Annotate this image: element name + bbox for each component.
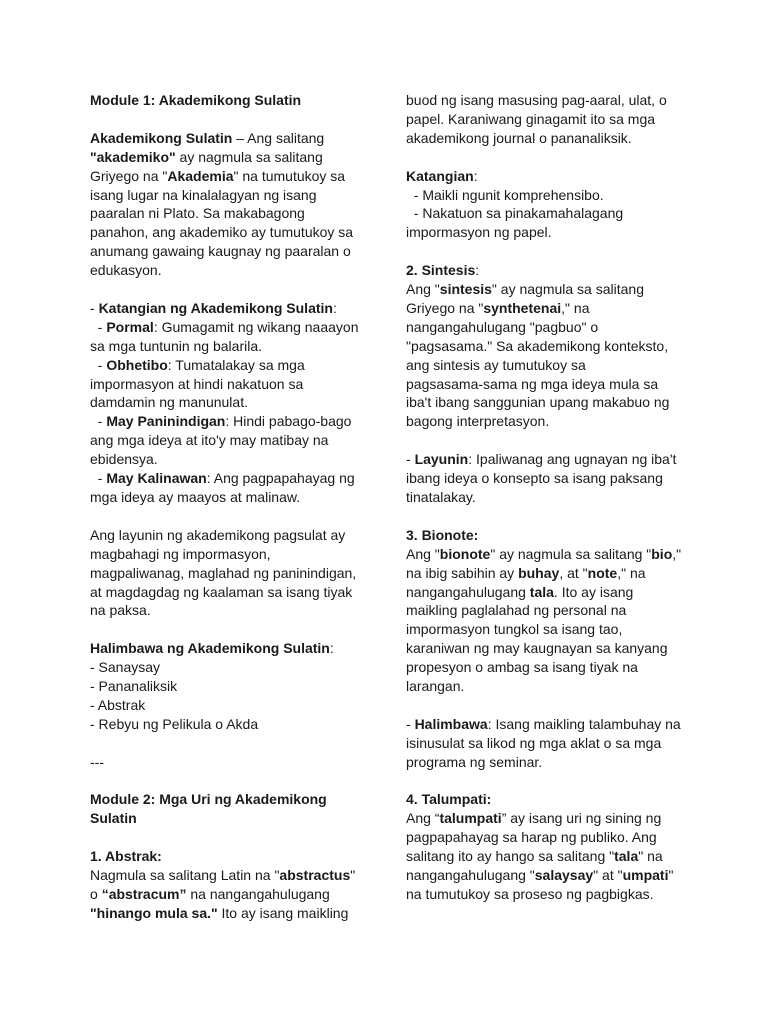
text-segment: , at " (559, 564, 588, 581)
text-segment: impormasyon at hindi nakatuon sa (90, 375, 304, 392)
text-line (406, 620, 706, 639)
text-line (406, 828, 706, 847)
text-segment: --- (90, 753, 104, 770)
bold-text: Module 2: Mga Uri ng Akademikong (90, 791, 327, 808)
text-segment: ," (672, 545, 682, 562)
text-line (90, 431, 380, 450)
text-segment: anumang gawaing kaugnay ng paaralan o (90, 243, 351, 260)
text-segment: ," na (617, 564, 646, 581)
text-segment: nangangahulugang (406, 583, 530, 600)
text-segment: panahon, ang akademiko ay tumutukoy sa (90, 224, 354, 241)
paragraph-gap (406, 696, 706, 715)
text-line (406, 677, 706, 696)
text-line (90, 564, 380, 583)
text-line (406, 318, 706, 337)
text-line (406, 545, 706, 564)
text-line (90, 715, 380, 734)
text-segment: Ito ay isang maikling (217, 904, 349, 921)
bold-text: Pormal (106, 318, 154, 335)
text-line (90, 639, 380, 658)
text-line (90, 847, 380, 866)
text-line (90, 658, 380, 677)
bold-text: 2. Sintesis (406, 262, 476, 279)
text-segment: : Ipaliwanag ang ugnayan ng iba't (468, 451, 677, 468)
text-segment: - Maikli ngunit komprehensibo. (406, 186, 604, 203)
text-line (90, 337, 380, 356)
bold-text: Halimbawa ng Akademikong Sulatin (90, 640, 330, 657)
paragraph-gap (90, 828, 380, 847)
text-segment: - Abstrak (90, 696, 146, 713)
text-line (90, 299, 380, 318)
text-line (406, 186, 706, 205)
text-line (406, 526, 706, 545)
text-segment: nangangahulugang " (406, 867, 535, 884)
text-segment: papel. Karaniwang ginagamit ito sa mga (406, 110, 656, 127)
text-segment: bagong interpretasyon. (406, 413, 550, 430)
text-segment: salitang ito ay hango sa salitang " (406, 848, 615, 865)
text-line (90, 583, 380, 602)
text-segment: damdamin ng manunulat. (90, 394, 248, 411)
paragraph-gap (406, 242, 706, 261)
text-segment: - (406, 451, 415, 468)
text-line (406, 790, 706, 809)
bold-text: tala (614, 848, 639, 865)
bold-text: May Kalinawan (106, 470, 207, 487)
text-segment: ay nagmula sa salitang (175, 148, 323, 165)
text-line (90, 204, 380, 223)
bold-text: abstractus (279, 867, 351, 884)
bold-text: 1. Abstrak: (90, 848, 162, 865)
text-line (406, 91, 706, 110)
text-segment: Ang " (406, 545, 440, 562)
text-segment: isinusulat sa likod ng mga aklat o sa mga (406, 734, 662, 751)
bold-text: 3. Bionote: (406, 526, 479, 543)
bold-text: Halimbawa (414, 715, 488, 732)
text-line (90, 375, 380, 394)
bold-text: Layunin (414, 451, 469, 468)
text-line (90, 393, 380, 412)
text-segment: : Hindi pabago-bago (225, 413, 352, 430)
text-segment: : (329, 640, 334, 657)
text-segment: magbahagi ng impormasyon, (90, 545, 271, 562)
text-line (90, 148, 380, 167)
text-segment: na ibig sabihin ay (406, 564, 519, 581)
text-segment: " na tumutukoy sa (233, 167, 346, 184)
bold-text: synthetenai (483, 299, 562, 316)
text-segment: - (90, 318, 107, 335)
text-line (90, 601, 380, 620)
paragraph-gap (406, 431, 706, 450)
text-segment: ang mga ideya at ito'y may matibay na (90, 432, 329, 449)
text-segment: buod ng isang masusing pag-aaral, ulat, o (406, 92, 667, 108)
text-line (406, 753, 706, 772)
text-segment: : (475, 262, 480, 279)
bold-text: May Paninindigan (106, 413, 226, 430)
text-segment: akademikong journal o pananaliksik. (406, 129, 632, 146)
text-segment: sa mga tuntunin ng balarila. (90, 337, 262, 354)
text-line (406, 167, 706, 186)
text-segment: na nangangahulugang (186, 885, 330, 902)
bold-text: 4. Talumpati: (406, 791, 492, 808)
text-segment: - (90, 356, 107, 373)
text-line (90, 223, 380, 242)
bold-text: Katangian (406, 167, 474, 184)
paragraph-gap (406, 148, 706, 167)
text-segment: magpaliwanag, maglahad ng paninindigan, (90, 564, 357, 581)
text-segment: iba't ibang sanggunian upang makabuo ng (406, 394, 670, 411)
text-line (90, 412, 380, 431)
paragraph-gap (90, 772, 380, 791)
text-line (406, 280, 706, 299)
text-segment: " ay nagmula sa salitang (491, 281, 644, 298)
text-line (406, 866, 706, 885)
bold-text: "hinango mula sa." (90, 904, 218, 921)
text-segment: " at " (593, 867, 623, 884)
paragraph-gap (406, 507, 706, 526)
text-line (90, 450, 380, 469)
text-line (406, 299, 706, 318)
text-line (90, 167, 380, 186)
text-segment: impormasyon tungkol sa isang tao, (406, 621, 623, 638)
bold-text: Module 1: Akademikong Sulatin (90, 92, 302, 108)
bold-text: bionote (439, 545, 491, 562)
text-segment: . Ito ay isang (553, 583, 634, 600)
bold-text: tala (529, 583, 554, 600)
text-segment: nangangahulugang "pagbuo" o (406, 318, 599, 335)
bold-text: Katangian ng Akademikong Sulatin (98, 299, 333, 316)
text-segment: - (90, 413, 107, 430)
text-segment: - (90, 299, 99, 316)
paragraph-gap (406, 772, 706, 791)
text-line (90, 186, 380, 205)
text-line (406, 734, 706, 753)
text-line (406, 583, 706, 602)
text-segment: Griyego na " (90, 167, 168, 184)
text-line (406, 885, 706, 904)
bold-text: buhay (518, 564, 560, 581)
text-segment: - Nakatuon sa pinakamahalagang (406, 205, 624, 222)
text-line (406, 564, 706, 583)
text-segment: "pagsasama." Sa akademikong konteksto, (406, 337, 669, 354)
text-segment: Ang layunin ng akademikong pagsulat ay (90, 526, 346, 543)
text-segment: propesyon o ambag sa isang tiyak na (406, 659, 638, 676)
text-segment: " (350, 867, 356, 884)
text-segment: at magdagdag ng kaalaman sa isang tiyak (90, 583, 353, 600)
paragraph-gap (90, 110, 380, 129)
text-line (406, 337, 706, 356)
text-segment: - (406, 715, 415, 732)
text-segment: isang lugar na kinalalagyan ng isang (90, 186, 317, 203)
text-line (406, 393, 706, 412)
text-segment: : Ang pagpapahayag ng (206, 470, 355, 487)
text-line (406, 412, 706, 431)
text-segment: - Sanaysay (90, 659, 161, 676)
text-line (406, 129, 706, 148)
text-segment: : Tumatalakay sa mga (167, 356, 305, 373)
bold-text: "akademiko" (90, 148, 176, 165)
bold-text: talumpati (439, 810, 502, 827)
paragraph-gap (90, 507, 380, 526)
text-segment: Ang " (406, 281, 440, 298)
text-line (406, 261, 706, 280)
text-segment: - (90, 470, 107, 487)
right-column (406, 91, 706, 904)
text-segment: impormasyon ng papel. (406, 224, 552, 241)
text-line (90, 488, 380, 507)
text-segment: ebidensya. (90, 451, 158, 468)
text-line (406, 375, 706, 394)
bold-text: bio (651, 545, 673, 562)
text-line (90, 677, 380, 696)
text-segment: ang sintesis ay tumutukoy sa (406, 356, 586, 373)
bold-text: “abstracum” (101, 885, 187, 902)
text-line (90, 261, 380, 280)
text-line (90, 91, 380, 110)
text-line (406, 715, 706, 734)
text-line (90, 904, 380, 923)
bold-text: salaysay (534, 867, 594, 884)
text-line (90, 696, 380, 715)
text-line (406, 847, 706, 866)
text-line (406, 639, 706, 658)
text-line (406, 469, 706, 488)
text-line (90, 469, 380, 488)
text-line (90, 885, 380, 904)
paragraph-gap (90, 734, 380, 753)
text-segment: : Gumagamit ng wikang naaayon (153, 318, 359, 335)
text-line (90, 545, 380, 564)
text-line (406, 204, 706, 223)
text-segment: " (668, 867, 674, 884)
text-line (90, 753, 380, 772)
text-line (406, 601, 706, 620)
text-segment: ibang ideya o konsepto sa isang paksang (406, 470, 663, 487)
text-segment: o (90, 885, 102, 902)
text-segment: karaniwan ng may kaugnayan sa kanyang (406, 640, 668, 657)
left-column (90, 91, 380, 923)
text-segment: tinatalakay. (406, 488, 476, 505)
text-line (90, 318, 380, 337)
text-line (90, 866, 380, 885)
text-segment: mga ideya ay maayos at malinaw. (90, 489, 301, 505)
text-segment: programa ng seminar. (406, 753, 543, 770)
paragraph-gap (90, 620, 380, 639)
text-segment: ” ay isang uri ng sining ng (501, 810, 662, 827)
text-segment: " na (638, 848, 663, 865)
text-segment: " ay nagmula sa salitang " (490, 545, 652, 562)
text-line (406, 809, 706, 828)
text-line (406, 488, 706, 507)
text-segment: na paksa. (90, 602, 151, 619)
text-segment: paaralan ni Plato. Sa makabagong (90, 205, 305, 222)
text-segment: ," na (561, 299, 590, 316)
text-line (406, 110, 706, 129)
text-line (406, 356, 706, 375)
text-segment: : Isang maikling talambuhay na (487, 715, 681, 732)
text-segment: : (332, 299, 337, 316)
bold-text: note (587, 564, 618, 581)
text-line (406, 658, 706, 677)
text-segment: maikling paglalahad ng personal na (406, 602, 627, 619)
bold-text: umpati (622, 867, 669, 884)
text-segment: larangan. (406, 678, 465, 695)
text-segment: pagpapahayag sa harap ng publiko. Ang (406, 829, 657, 846)
text-line (90, 356, 380, 375)
bold-text: Akademikong Sulatin (90, 129, 233, 146)
text-segment: pagsasama-sama ng mga ideya mula sa (406, 375, 659, 392)
text-segment: Nagmula sa salitang Latin na " (90, 867, 280, 884)
bold-text: sintesis (439, 281, 492, 298)
text-line (90, 790, 380, 809)
text-line (90, 809, 380, 828)
text-segment: - Pananaliksik (90, 678, 178, 695)
text-line (406, 450, 706, 469)
text-line (406, 223, 706, 242)
text-segment: na tumutukoy sa proseso ng pagbigkas. (406, 885, 654, 902)
text-line (90, 526, 380, 545)
text-segment: : (473, 167, 478, 184)
text-segment: – Ang salitang (232, 129, 325, 146)
text-line (90, 129, 380, 148)
bold-text: Akademia (167, 167, 234, 184)
text-segment: edukasyon. (90, 262, 162, 279)
bold-text: Sulatin (90, 810, 137, 827)
text-line (90, 242, 380, 261)
text-segment: - Rebyu ng Pelikula o Akda (90, 715, 259, 732)
paragraph-gap (90, 280, 380, 299)
bold-text: Obhetibo (106, 356, 168, 373)
text-segment: Ang “ (406, 810, 440, 827)
text-segment: Griyego na " (406, 299, 484, 316)
